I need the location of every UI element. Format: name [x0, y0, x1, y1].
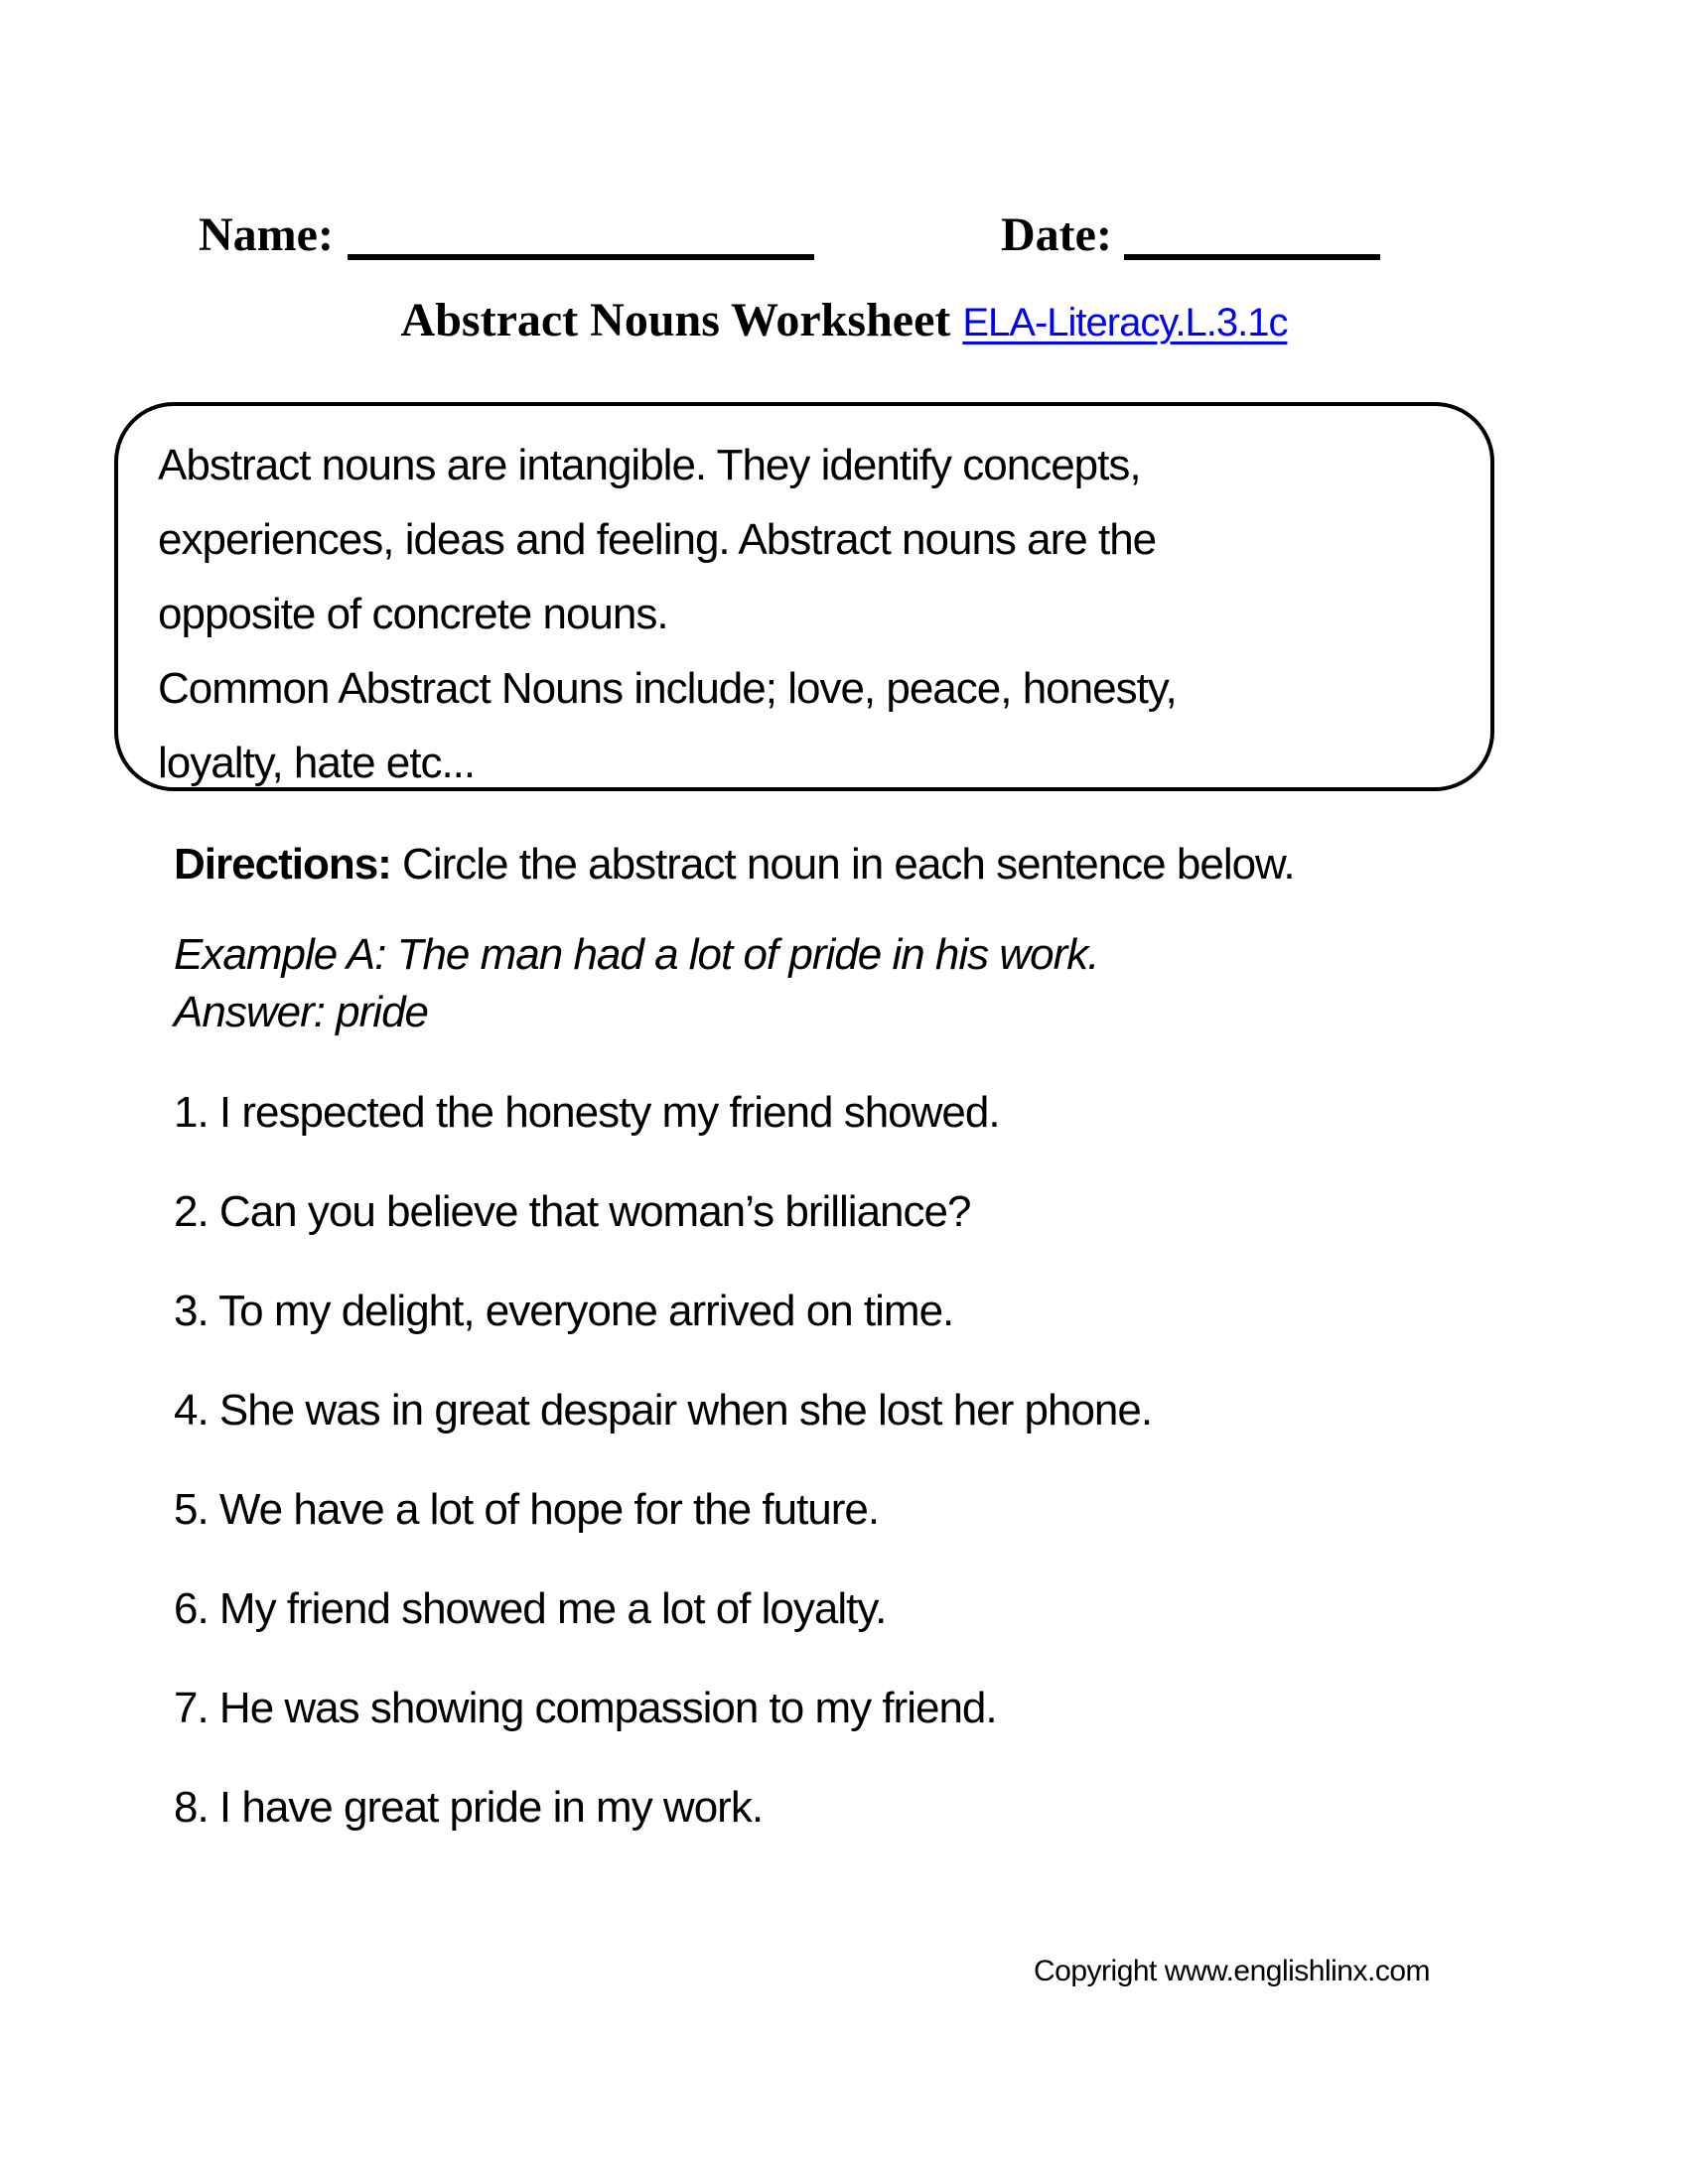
copyright-text: Copyright www.englishlinx.com: [1034, 1955, 1430, 1987]
page-title: Abstract Nouns Worksheet: [400, 294, 951, 346]
example-answer: Answer: pride: [174, 988, 429, 1036]
directions-label: Directions:: [174, 840, 391, 888]
page-title-row: [0, 292, 1688, 351]
definition-box: [114, 402, 1494, 791]
definition-line: opposite of concrete nouns.: [158, 590, 668, 638]
directions-line: [174, 837, 1295, 892]
sentence-item: 1. I respected the honesty my friend showed.: [174, 1088, 1000, 1137]
sentence-item: 7. He was showing compassion to my friend.: [174, 1684, 997, 1732]
sentence-item: 5. We have a lot of hope for the future.: [174, 1485, 880, 1534]
name-label: Name:: [199, 208, 334, 261]
sentence-item: 4. She was in great despair when she lost her phone.: [174, 1386, 1153, 1434]
name-blank-line: [348, 206, 814, 260]
definition-line: experiences, ideas and feeling. Abstract nouns are the: [158, 515, 1157, 564]
definition-line: Common Abstract Nouns include; love, peace, honesty,: [158, 664, 1177, 713]
sentence-item: 2. Can you believe that woman’s brilliance?: [174, 1187, 971, 1236]
date-blank-line: [1124, 206, 1380, 260]
sentence-list: [174, 1085, 1152, 1879]
sentence-item: 3. To my delight, everyone arrived on time.: [174, 1287, 954, 1335]
sentence-item: 6. My friend showed me a lot of loyalty.: [174, 1584, 887, 1633]
ela-standard-link[interactable]: ELA-Literacy.L.3.1c: [962, 301, 1288, 344]
definition-line: loyalty, hate etc...: [158, 739, 476, 787]
example-prompt: Example A: The man had a lot of pride in his work.: [174, 930, 1099, 979]
sentence-item: 8. I have great pride in my work.: [174, 1783, 764, 1832]
date-field-group: [1001, 206, 1380, 263]
example-block: [174, 926, 1099, 1041]
definition-line: Abstract nouns are intangible. They identify concepts,: [158, 441, 1141, 489]
date-label: Date:: [1001, 208, 1112, 261]
directions-text: Circle the abstract noun in each sentence below.: [390, 840, 1295, 888]
name-field-group: [199, 206, 814, 263]
